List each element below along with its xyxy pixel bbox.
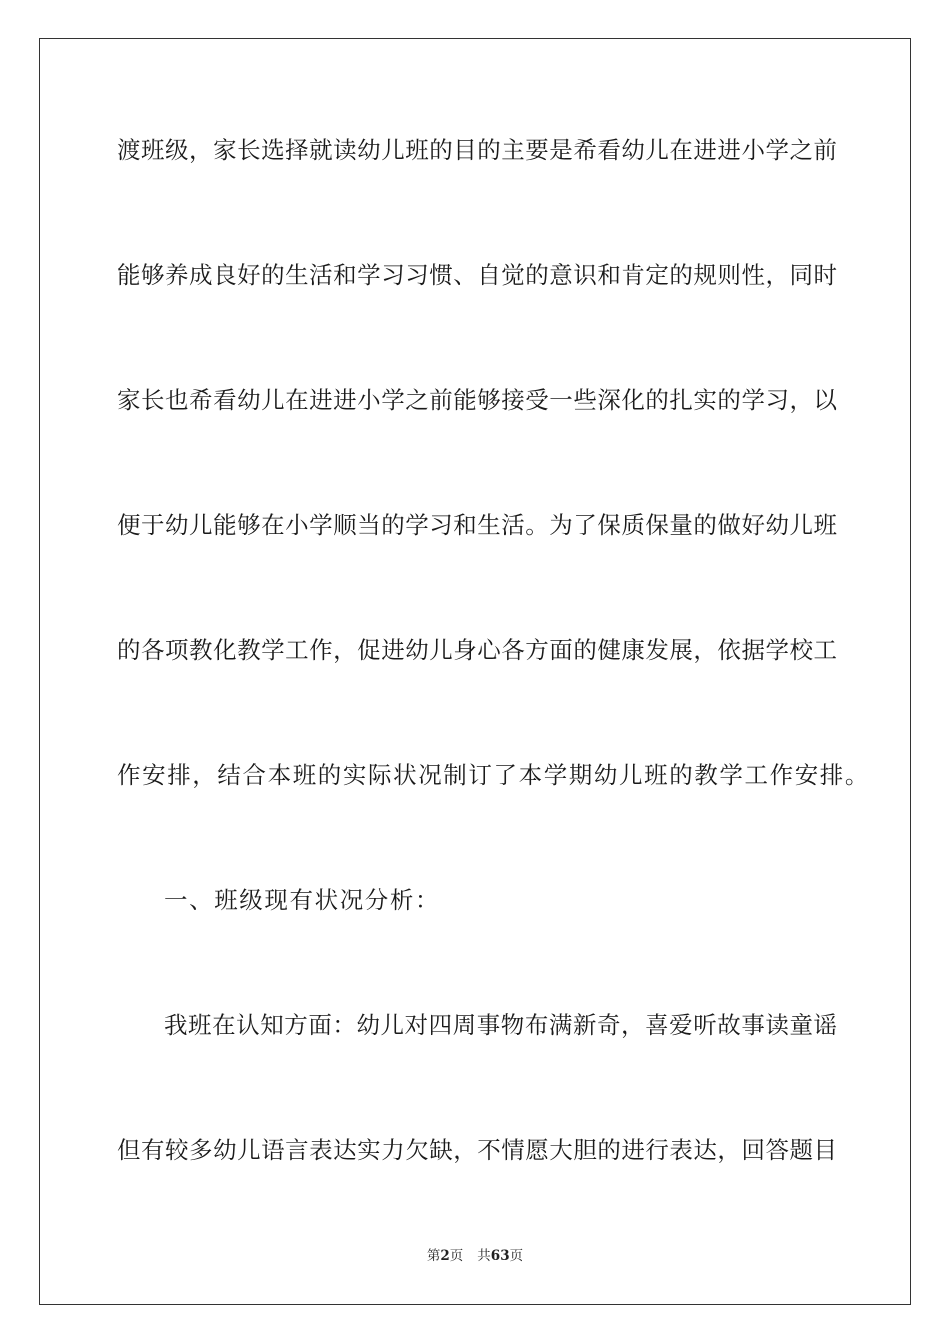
body-text-line-4: 便于幼儿能够在小学顺当的学习和生活。为了保质保量的做好幼儿班 [117, 511, 837, 539]
page-border [39, 38, 911, 1305]
section-heading: 一、班级现有状况分析： [164, 886, 441, 914]
page-footer [0, 1247, 950, 1265]
body-text-line-5: 的各项教化教学工作，促进幼儿身心各方面的健康发展，依据学校工 [117, 636, 837, 664]
page-prefix: 第 [426, 1248, 441, 1264]
total-prefix: 共 [477, 1248, 491, 1264]
total-pages: 63 [490, 1248, 510, 1264]
body-text-line-2: 能够养成良好的生活和学习习惯、自觉的意识和肯定的规则性，同时 [117, 261, 837, 289]
body-text-line-3: 家长也希看幼儿在进进小学之前能够接受一些深化的扎实的学习，以 [117, 386, 837, 414]
body-text-line-6: 作安排，结合本班的实际状况制订了本学期幼儿班的教学工作安排。 [117, 761, 870, 789]
page-suffix: 页 [449, 1248, 464, 1264]
total-suffix: 页 [509, 1248, 524, 1264]
body-text-line-8: 但有较多幼儿语言表达实力欠缺，不情愿大胆的进行表达，回答题目 [117, 1136, 837, 1164]
body-text-line-7: 我班在认知方面：幼儿对四周事物布满新奇，喜爱听故事读童谣 [164, 1011, 837, 1039]
body-text-line-1: 渡班级，家长选择就读幼儿班的目的主要是希看幼儿在进进小学之前 [117, 136, 837, 164]
page-number: 2 [440, 1248, 450, 1264]
